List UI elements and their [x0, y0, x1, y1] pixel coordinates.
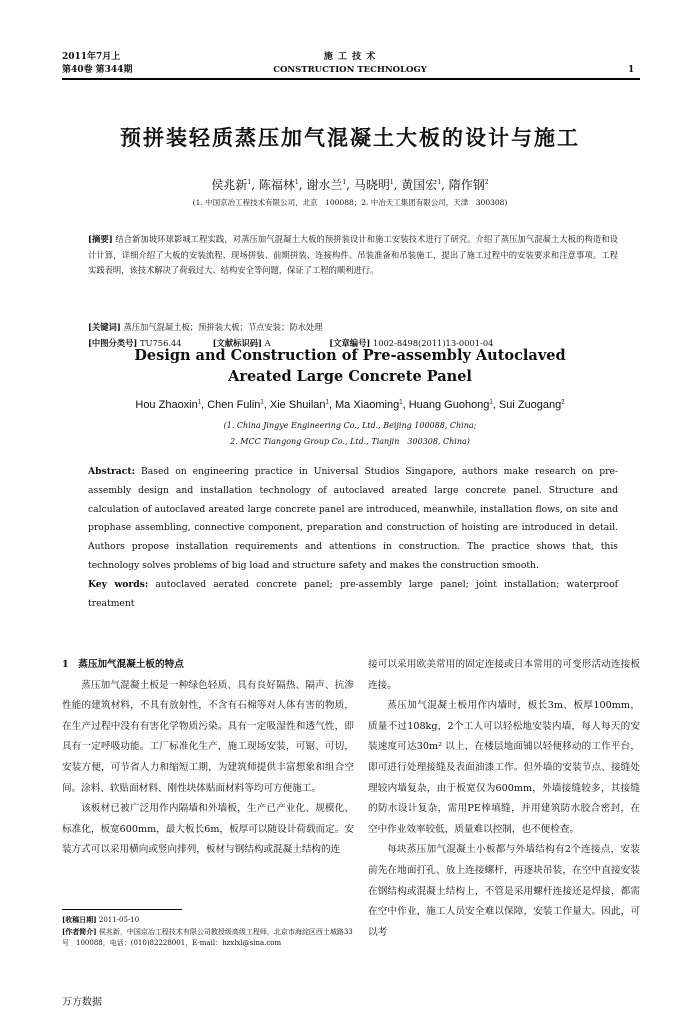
abstract-en-text: Based on engineering practice in Universal Studios Singapore, authors make research on pre-assembly design and installation technology of autoclaved areated large concrete panel. Structure and calculation of autoclaved areated large concrete panel are introduced, meanwhile, installation flows, on site and prophase assembling, connective component, preparation and construction of hoisting are introduced in detail. Authors propose installation requirements and attentions in construction. The practice shows that, this technology solves problems of big load and structure safety and makes the construction smooth. — [88, 466, 619, 571]
author-sup: 1 — [389, 179, 394, 186]
body-paragraph: 该板材已被广泛用作内隔墙和外墙板，生产已产业化、规模化、标准化，板宽600mm，最大板长6m，板厚可以随设计荷载而定。安装方式可以采用横向或竖向排列，板材与钢结构或混凝土结构的连 — [62, 803, 354, 856]
author-sup: 1 — [399, 399, 403, 406]
keywords-cn-text: 蒸压加气混凝土板；预拼装大板；节点安装；防水处理 — [123, 322, 323, 332]
header-rule — [62, 78, 640, 80]
author-sup: 2 — [561, 399, 565, 406]
abstract-cn-label: [摘要] — [88, 234, 113, 244]
header-journal-en: CONSTRUCTION TECHNOLOGY — [273, 65, 427, 75]
footnote-rule — [62, 909, 182, 910]
page-title: 预拼装轻质蒸压加气混凝土大板的设计与施工 — [120, 125, 580, 150]
article-no-label: [文章编号] — [329, 338, 371, 348]
body-paragraph: 蒸压加气混凝土板是一种绿色轻质、具有良好隔热、隔声、抗渗性能的建筑材料，不具有放射性，不含有石棉等对人体有害的物质，在生产过程中没有有害化学物质污染。具有一定吸湿性和透气性，即具有一定呼吸功能。工厂标准化生产，施工现场安装，可锯、可切，安装方便，可节省人力和缩短工期，为建筑师提供丰富想象和组合空间。涂料、软贴面材料、刚性块体贴面材料等均可方便施工。 — [62, 679, 354, 794]
author-name-en: Hou Zhaoxin — [135, 399, 198, 411]
author-name-en: Sui Zuogang — [498, 399, 562, 411]
received-value: 2011-05-10 — [98, 916, 140, 924]
title-en-line1: Design and Construction of Pre-assembly Autoclaved — [134, 347, 566, 364]
author-name-en: Chen Fulin — [207, 399, 261, 411]
affiliations-en — [0, 418, 700, 449]
abstract-cn — [88, 232, 618, 279]
body-paragraph: 蒸压加气混凝土板用作内墙时，板长3m、板厚100mm，质量不过108kg，2个工人可以轻松地安装内墙，每人每天的安装速度可达30m² 以上，在楼层地面铺以轻便移动的工作平台，即可进行处理接缝及表面油漆工作。但外墙的安装节点、接缝处理较内墙复杂，由于板宽仅为600mm，外墙接缝较多，其接缝的防水设计复杂，需用PE棒填缝，并用建筑防水胶合密封，在空中作业效率较低，质量难以控制，也不便检查。 — [368, 700, 640, 835]
affiliation-en-line2: 2. MCC Tiangong Group Co., Ltd., Tianjin 300308, China) — [230, 436, 470, 446]
keywords-cn-label: [关键词] — [88, 322, 121, 332]
author-sup: 1 — [260, 399, 264, 406]
author-sup: 1 — [437, 179, 442, 186]
author-sup: 2 — [484, 179, 489, 186]
author-name: 侯兆新 — [211, 178, 248, 192]
doc-code-label: [文献标识码] — [212, 338, 262, 348]
header-volume: 第40卷 第344期 — [62, 65, 133, 75]
author-name: 谢水兰 — [306, 178, 343, 192]
body-paragraph: 接可以采用欧美常用的固定连接或日本常用的可变形活动连接板连接。 — [368, 659, 640, 691]
author-name: 陈福林 — [258, 178, 295, 192]
received-label: [收稿日期] — [62, 915, 97, 924]
author-sup: 1 — [197, 399, 202, 406]
author-name-en: Huang Guohong — [408, 399, 490, 411]
title-en — [0, 345, 700, 387]
body-right-column — [368, 655, 640, 943]
body-left-column — [62, 655, 354, 861]
abstract-en — [88, 463, 618, 613]
header-date: 2011年7月上 — [62, 52, 121, 62]
keywords-en-text: autoclaved aerated concrete panel; pre-assembly large panel; joint installation; waterproof treatment — [88, 578, 619, 609]
header-journal-cn: 施 工 技 术 — [323, 52, 377, 62]
clc-label: [中图分类号] — [88, 338, 138, 348]
keywords-en-label: Key words: — [88, 578, 149, 590]
abstract-en-label: Abstract: — [88, 466, 135, 477]
body-paragraph: 每块蒸压加气混凝土小板都与外墙结构有2个连接点，安装前先在地面打孔、放上连接螺杆，再逐块吊装，在空中直接安装在钢结构或混凝土结构上，不管是采用螺杆连接还是焊接，都需在空中作业，施工人员安全难以保障，安装工作量大。因此，可以考 — [368, 844, 640, 938]
title-en-line2: Areated Large Concrete Panel — [228, 368, 472, 385]
author-name: 黄国宏 — [401, 178, 438, 192]
author-name-en: Ma Xiaoming — [335, 399, 400, 411]
author-sup: 1 — [247, 179, 252, 186]
page-number: 1 — [628, 65, 635, 75]
author-name-en: Xie Shuilan — [269, 399, 326, 411]
author-bio-text: 侯兆新，中国京冶工程技术有限公司教授级高级工程师，北京市海淀区西土城路33号 100088，电话：(010)82228001，E-mail：hzxlxl@sina.com — [62, 928, 353, 947]
author-name: 隋作钢 — [448, 178, 485, 192]
affiliations-cn: (1. 中国京冶工程技术有限公司，北京 100088；2. 中冶天工集团有限公司，天津 300308) — [192, 198, 508, 207]
author-sup: 1 — [294, 179, 299, 186]
abstract-cn-text: 结合新加坡环球影城工程实践，对蒸压加气混凝土大板的预拼装设计和施工安装技术进行了研究。介绍了蒸压加气混凝土大板的构造和设计计算，详细介绍了大板的安装流程、现场拼装、前期拼装、连接构件、吊装准备和吊装施工，提出了施工过程中的安装要求和注意事项。工程实践表明，该技术解决了荷载过大、结构安全等问题，保证了工程的顺利进行。 — [88, 234, 618, 276]
section-heading: 1 蒸压加气混凝土板的特点 — [62, 659, 184, 670]
footer-source: 万方数据 — [62, 997, 102, 1008]
author-name: 马晓明 — [353, 178, 390, 192]
footnote — [62, 914, 354, 949]
author-sup: 1 — [489, 399, 493, 406]
keywords-cn — [88, 320, 628, 334]
affiliation-en-line1: (1. China Jingye Engineering Co., Ltd., Beijing 100088, China; — [223, 421, 477, 430]
author-list-en: Hou Zhaoxin$^1$, Chen Fulin$^1$, Xie Shuilan$^1$, Ma Xiaoming$^1$, Huang Guohong$^1$, Sui Zuogang$^2$ — [135, 399, 565, 411]
author-list: 侯兆新$^1$, 陈福林$^1$, 谢水兰$^1$, 马晓明$^1$, 黄国宏$^1$, 隋作钢$^2$ — [211, 178, 489, 192]
author-bio-label: [作者简介] — [62, 927, 97, 936]
author-sup: 1 — [325, 399, 329, 406]
article-no-value: 1002-8498(2011)13-0001-04 — [372, 338, 494, 348]
doc-code-value: A — [264, 338, 271, 348]
author-sup: 1 — [342, 179, 347, 186]
clc-value: TU756.44 — [139, 338, 182, 348]
